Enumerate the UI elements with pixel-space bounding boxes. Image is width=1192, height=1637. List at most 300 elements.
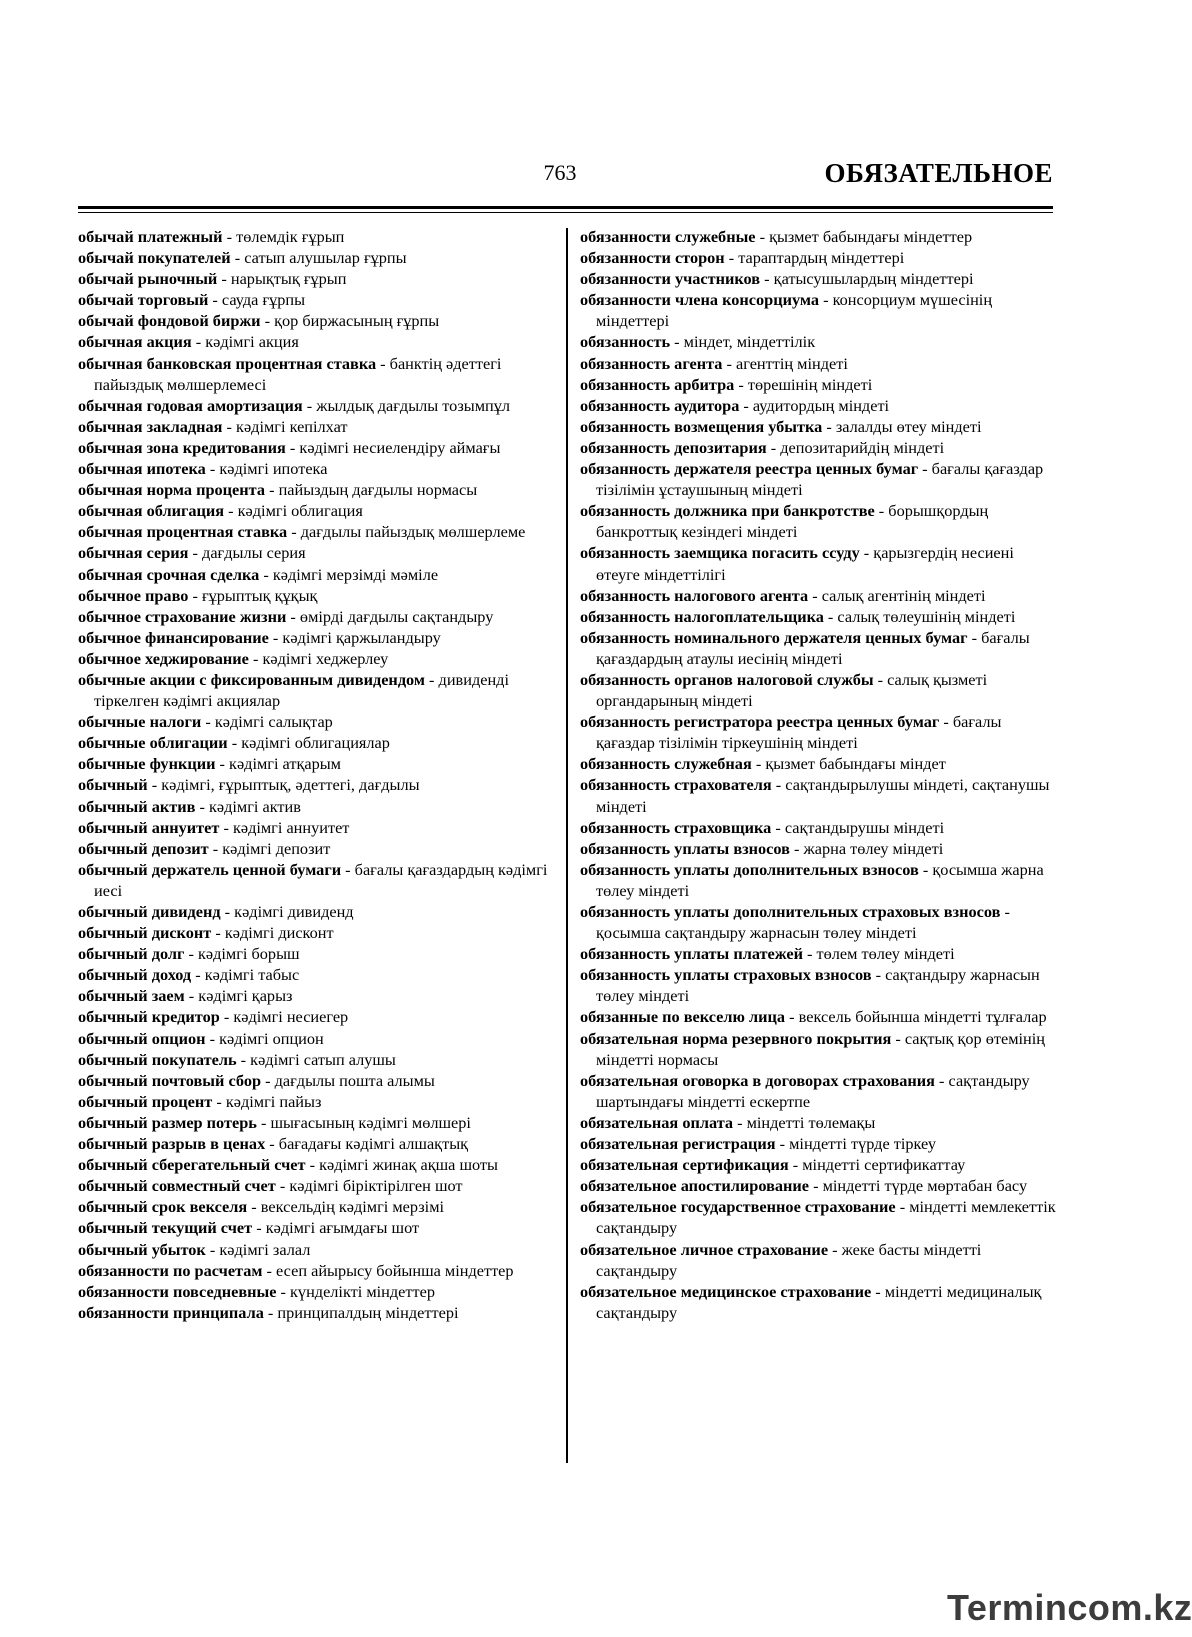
dictionary-entry <box>78 226 554 247</box>
dictionary-entry <box>580 395 1058 416</box>
dictionary-entry <box>78 479 554 500</box>
entry-separator: - <box>227 733 242 753</box>
dictionary-entry <box>580 1239 1058 1281</box>
entry-definition: міндетті түрде мөртабан басу <box>822 1176 1028 1196</box>
entry-definition: шығасының кәдімгі мөлшері <box>270 1112 471 1132</box>
dictionary-entry <box>78 1196 554 1217</box>
dictionary-entry <box>580 458 1058 500</box>
entry-term: обязанность номинального держателя ценных бумаг <box>580 627 968 647</box>
entry-definition: төрешінің міндеті <box>747 374 873 394</box>
entry-term: обязательная норма резервного покрытия <box>580 1028 892 1048</box>
dictionary-entry <box>78 627 554 648</box>
entry-separator: - <box>205 1028 220 1048</box>
dictionary-entry <box>580 1175 1058 1196</box>
entry-definition: кәдімгі актив <box>208 796 301 816</box>
entry-separator: - <box>211 923 225 943</box>
entry-separator: - <box>201 712 215 732</box>
entry-definition: бағалы қағаздар тізілімін тіркеушінің міндеті <box>596 712 1002 753</box>
entry-separator: - <box>147 775 162 795</box>
dictionary-entry <box>78 1006 554 1027</box>
entry-definition: кәдімгі депозит <box>222 838 331 858</box>
entry-definition: міндетті медициналық сақтандыру <box>596 1281 1042 1322</box>
entry-separator: - <box>934 1070 949 1090</box>
entry-term: обязанность арбитра <box>580 374 735 394</box>
dictionary-entry <box>78 331 554 352</box>
entry-term: обязанности служебные <box>580 227 756 246</box>
entry-separator: - <box>205 1239 220 1259</box>
entry-definition: бағадағы кәдімгі алшақтық <box>278 1134 469 1154</box>
entry-term: обязанности принципала <box>78 1302 264 1322</box>
entry-separator: - <box>252 1218 266 1238</box>
entry-separator: - <box>191 332 206 352</box>
entry-term: обычный заем <box>78 986 185 1006</box>
entry-separator: - <box>285 437 300 457</box>
dictionary-entry <box>580 268 1058 289</box>
entry-separator: - <box>184 986 199 1006</box>
entry-term: обычный <box>78 775 148 795</box>
entry-separator: - <box>205 459 220 479</box>
page-number: 763 <box>543 160 577 185</box>
dictionary-entry <box>580 542 1058 584</box>
entry-separator: - <box>219 1007 234 1027</box>
entry-definition: бағалы қағаздар тізілімін ұстаушының міндеті <box>596 459 1044 500</box>
entry-separator: - <box>208 838 223 858</box>
dictionary-entry <box>580 289 1058 331</box>
dictionary-entry <box>580 711 1058 753</box>
entry-term: обязательное личное страхование <box>580 1239 829 1259</box>
dictionary-entry <box>78 585 554 606</box>
dictionary-entry <box>78 732 554 753</box>
entry-definition: міндетті сертификаттау <box>802 1155 966 1175</box>
entry-definition: бағалы қағаздардың атаулы иесінің міндеті <box>596 627 1030 668</box>
dictionary-entry <box>580 1112 1058 1133</box>
entry-definition: есеп айырысу бойынша міндеттер <box>276 1260 514 1280</box>
dictionary-entry <box>78 753 554 774</box>
dictionary-entry <box>78 922 554 943</box>
entry-term: обязанность уплаты платежей <box>580 944 803 964</box>
dictionary-entry <box>580 247 1058 268</box>
entry-definition: сақтандырылушы міндеті, сақтанушы міндеті <box>596 775 1050 816</box>
entry-term: обычная облигация <box>78 501 225 521</box>
entry-definition: кәдімгі атқарым <box>229 754 341 774</box>
entry-term: обычная банковская процентная ставка <box>78 353 377 373</box>
entry-definition: кәдімгі опцион <box>219 1028 324 1048</box>
entry-separator: - <box>188 543 203 563</box>
entry-term: обычный аннуитет <box>78 817 220 837</box>
entry-term: обычная серия <box>78 543 189 563</box>
dictionary-entry <box>580 943 1058 964</box>
entry-separator: - <box>222 227 237 246</box>
dictionary-entry <box>580 585 1058 606</box>
entry-definition: сақтандыру шартындағы міндетті ескертпе <box>596 1070 1030 1111</box>
dictionary-entry <box>78 606 554 627</box>
dictionary-entry <box>78 353 554 395</box>
entry-term: обязанность аудитора <box>580 395 740 415</box>
dictionary-entry <box>78 943 554 964</box>
dictionary-entry <box>580 226 1058 247</box>
entry-definition: дағдылы пошта алымы <box>274 1070 435 1090</box>
entry-separator: - <box>760 269 774 289</box>
entry-separator: - <box>775 1134 790 1154</box>
entry-separator: - <box>286 606 300 626</box>
entry-separator: - <box>823 606 838 626</box>
dictionary-entry <box>78 1028 554 1049</box>
entry-definition: аудитордың міндеті <box>752 395 890 415</box>
dictionary-entry <box>78 1302 554 1323</box>
entry-term: обязательная оговорка в договорах страхования <box>580 1070 935 1090</box>
entry-term: обычная срочная сделка <box>78 564 260 584</box>
entry-separator: - <box>305 1155 320 1175</box>
entry-separator: - <box>734 374 748 394</box>
entry-separator: - <box>191 965 205 985</box>
entry-term: обязанности по расчетам <box>78 1260 263 1280</box>
dictionary-entry <box>580 437 1058 458</box>
entry-separator: - <box>808 585 822 605</box>
entry-definition: сақтандырушы міндеті <box>784 817 945 837</box>
entry-separator: - <box>766 437 781 457</box>
entry-term: обязанность возмещения убытка <box>580 416 823 436</box>
entry-definition: кәдімгі хеджерлеу <box>262 648 389 668</box>
entry-definition: сатып алушылар ғұрпы <box>244 248 407 268</box>
entry-separator: - <box>809 1176 823 1196</box>
entry-term: обычная процентная ставка <box>78 522 288 542</box>
entry-definition: кәдімгі борыш <box>197 944 300 964</box>
entry-definition: кәдімгі жинақ ақша шоты <box>319 1155 498 1175</box>
entry-term: обычная норма процента <box>78 480 265 500</box>
dictionary-entry <box>580 1154 1058 1175</box>
entry-separator: - <box>256 1112 271 1132</box>
dictionary-entry <box>580 774 1058 816</box>
dictionary-entry <box>580 753 1058 774</box>
entry-definition: депозитарийдің міндеті <box>780 437 945 457</box>
entry-definition: кәдімгі кепілхат <box>236 416 348 436</box>
entry-term: обязанность служебная <box>580 754 752 774</box>
dictionary-entry <box>580 331 1058 352</box>
entry-term: обязанность налогоплательщика <box>580 606 824 626</box>
logo-text: Termincom.kz <box>947 1587 1192 1628</box>
entry-separator: - <box>188 585 202 605</box>
entry-definition: тараптардың міндеттері <box>738 248 905 268</box>
entry-term: обычное страхование жизни <box>78 606 287 626</box>
entry-term: обязательная сертификация <box>580 1155 789 1175</box>
entry-definition: сақтандыру жарнасын төлеу міндеті <box>596 965 1040 1006</box>
entry-separator: - <box>819 290 833 310</box>
entry-term: обычные акции с фиксированным дивидендом <box>78 669 425 689</box>
entry-term: обычный опцион <box>78 1028 206 1048</box>
entry-definition: қатысушылардың міндеттері <box>773 269 974 289</box>
entry-definition: ғұрыптық құқық <box>201 585 318 605</box>
entry-separator: - <box>918 859 933 879</box>
entry-separator: - <box>224 501 238 521</box>
dictionary-entry <box>580 1133 1058 1154</box>
entry-term: обычай платежный <box>78 227 223 246</box>
entry-separator: - <box>247 1197 261 1217</box>
entry-term: обязанные по векселю лица <box>580 1007 786 1027</box>
entry-term: обычай фондовой биржи <box>78 311 261 331</box>
entry-term: обязанность уплаты дополнительных страховых взносов <box>580 902 1001 921</box>
entry-definition: консорциум мүшесінің міндеттері <box>596 290 993 331</box>
entry-separator: - <box>802 944 817 964</box>
entry-term: обязательная регистрация <box>580 1134 776 1154</box>
header-rule-thick <box>78 206 1053 209</box>
entry-separator: - <box>268 627 283 647</box>
dictionary-entry <box>78 564 554 585</box>
entry-separator: - <box>287 522 301 542</box>
entry-term: обычный доход <box>78 965 192 985</box>
entry-separator: - <box>275 1176 290 1196</box>
entry-term: обязательное апостилирование <box>580 1176 810 1196</box>
dictionary-entry <box>78 901 554 922</box>
entry-separator: - <box>871 965 886 985</box>
dictionary-entry <box>78 1049 554 1070</box>
entry-separator: - <box>874 501 889 521</box>
entry-definition: нарықтық ғұрып <box>230 269 347 289</box>
dictionary-entry <box>580 606 1058 627</box>
entry-definition: кәдімгі несиелендіру аймағы <box>299 437 501 457</box>
dictionary-entry <box>580 901 1058 943</box>
entry-term: обычный держатель ценной бумаги <box>78 859 342 879</box>
entry-term: обычный процент <box>78 1091 213 1111</box>
left-column <box>78 226 554 1323</box>
entry-term: обычный разрыв в ценах <box>78 1134 266 1154</box>
entry-term: обязанность <box>580 332 671 352</box>
entry-definition: кәдімгі, ғұрыптық, әдеттегі, дағдылы <box>161 775 420 795</box>
entry-definition: залалды өтеу міндеті <box>835 416 982 436</box>
entry-separator: - <box>771 775 786 795</box>
entry-term: обычный размер потерь <box>78 1112 257 1132</box>
entry-definition: кәдімгі акция <box>205 332 299 352</box>
entry-separator: - <box>215 754 230 774</box>
dictionary-entry <box>78 1070 554 1091</box>
entry-term: обычные облигации <box>78 733 228 753</box>
dictionary-entry <box>78 774 554 795</box>
entry-term: обязанность органов налоговой службы <box>580 669 874 689</box>
dictionary-entry <box>78 1175 554 1196</box>
entry-definition: кәдімгі пайыз <box>225 1091 322 1111</box>
entry-definition: өмірді дағдылы сақтандыру <box>299 606 494 626</box>
entry-definition: кәдімгі ипотека <box>219 459 328 479</box>
entry-term: обязательное государственное страхование <box>580 1197 896 1217</box>
entry-definition: төлем төлеу міндеті <box>816 944 955 964</box>
entry-definition: банктің әдеттегі пайыздық мөлшерлемесі <box>94 353 502 394</box>
entry-separator: - <box>262 1260 277 1280</box>
dictionary-entry <box>78 1217 554 1238</box>
column-divider <box>566 228 568 1463</box>
entry-separator: - <box>265 480 279 500</box>
entry-definition: міндетті түрде тіркеу <box>789 1134 937 1154</box>
dictionary-entry <box>580 627 1058 669</box>
entry-separator: - <box>302 395 317 415</box>
entry-separator: - <box>739 395 753 415</box>
entry-definition: принципалдың міндеттері <box>277 1302 459 1322</box>
entry-definition: салық төлеушінің міндеті <box>837 606 1016 626</box>
entry-separator: - <box>376 353 390 373</box>
entry-term: обязанность должника при банкротстве <box>580 501 875 521</box>
entry-term: обычай торговый <box>78 290 209 310</box>
entry-separator: - <box>263 1302 278 1322</box>
entry-term: обычный сберегательный счет <box>78 1155 306 1175</box>
dictionary-entry <box>580 1070 1058 1112</box>
dictionary-entry <box>580 1028 1058 1070</box>
entry-definition: агенттің міндеті <box>736 353 848 373</box>
dictionary-entry <box>580 838 1058 859</box>
entry-definition: жылдық дағдылы тозымпұл <box>316 395 510 415</box>
header-rule-thin <box>78 212 1053 213</box>
entry-definition: дағдылы пайыздық мөлшерлеме <box>300 522 526 542</box>
entry-definition: сақтық қор өтемінің міндетті нормасы <box>596 1028 1045 1069</box>
dictionary-entry <box>580 416 1058 437</box>
entry-term: обычная акция <box>78 332 192 352</box>
entry-separator: - <box>789 838 804 858</box>
entry-term: обычный дисконт <box>78 923 212 943</box>
entry-separator: - <box>424 669 439 689</box>
entry-term: обязательная оплата <box>580 1112 734 1132</box>
entry-definition: дағдылы серия <box>202 543 306 563</box>
dictionary-entry <box>580 500 1058 542</box>
entry-definition: қызмет бабындағы міндеттер <box>769 227 973 246</box>
entry-separator: - <box>724 248 739 268</box>
dictionary-entry <box>78 838 554 859</box>
entry-separator: - <box>788 1155 803 1175</box>
entry-separator: - <box>895 1197 910 1217</box>
entry-definition: қызмет бабындағы міндет <box>765 754 946 774</box>
entry-separator: - <box>670 332 684 352</box>
entry-definition: кәдімгі аннуитет <box>232 817 350 837</box>
entry-separator: - <box>222 416 237 436</box>
entry-term: обычный текущий счет <box>78 1218 253 1238</box>
entry-definition: вексель бойынша міндетті тұлғалар <box>798 1007 1047 1027</box>
entry-separator: - <box>771 817 785 837</box>
entry-separator: - <box>1000 902 1010 921</box>
dictionary-entry <box>78 289 554 310</box>
dictionary-entry <box>78 437 554 458</box>
entry-definition: қосымша сақтандыру жарнасын төлеу міндеті <box>596 923 917 943</box>
entry-definition: пайыздың дағдылы нормасы <box>278 480 478 500</box>
entry-separator: - <box>230 248 245 268</box>
entry-separator: - <box>939 712 953 732</box>
dictionary-entry <box>78 1133 554 1154</box>
entry-separator: - <box>891 1028 905 1048</box>
entry-separator: - <box>967 627 982 647</box>
entry-definition: жеке басты міндетті сақтандыру <box>596 1239 982 1280</box>
entry-term: обычный депозит <box>78 838 209 858</box>
dictionary-entry <box>78 521 554 542</box>
entry-definition: міндет, міндеттілік <box>683 332 816 352</box>
entry-separator: - <box>828 1239 842 1259</box>
entry-term: обязанность налогового агента <box>580 585 809 605</box>
entry-term: обычное право <box>78 585 189 605</box>
entry-definition: кәдімгі дисконт <box>224 923 334 943</box>
dictionary-entry <box>580 964 1058 1006</box>
entry-separator: - <box>261 1070 275 1090</box>
entry-term: обычный почтовый сбор <box>78 1070 262 1090</box>
entry-term: обычный покупатель <box>78 1049 237 1069</box>
entry-separator: - <box>755 227 770 246</box>
entry-term: обязанности члена консорциума <box>580 290 819 310</box>
entry-separator: - <box>217 269 231 289</box>
dictionary-entry <box>78 310 554 331</box>
dictionary-entry <box>580 353 1058 374</box>
entry-term: обязанность уплаты страховых взносов <box>580 965 872 985</box>
entry-term: обязанность уплаты дополнительных взносов <box>580 859 919 879</box>
entry-term: обязанности повседневные <box>78 1281 277 1301</box>
dictionary-entry <box>580 817 1058 838</box>
entry-separator: - <box>276 1281 291 1301</box>
entry-term: обязанность держателя реестра ценных бумаг <box>580 459 919 479</box>
entry-term: обычное хеджирование <box>78 648 249 668</box>
entry-definition: қарызгердің несиені өтеуге міндеттілігі <box>596 543 1014 584</box>
dictionary-entry <box>78 395 554 416</box>
entry-definition: салық агентінің міндеті <box>821 585 986 605</box>
entry-term: обязательное медицинское страхование <box>580 1281 872 1301</box>
entry-term: обычный кредитор <box>78 1007 220 1027</box>
termincom-logo <box>947 1585 1192 1635</box>
entry-definition: кәдімгі салықтар <box>214 712 333 732</box>
entry-separator: - <box>259 564 273 584</box>
entry-term: обычные налоги <box>78 712 202 732</box>
entry-term: обычный убыток <box>78 1239 206 1259</box>
entry-definition: кәдімгі ағымдағы шот <box>265 1218 420 1238</box>
entry-separator: - <box>248 648 263 668</box>
entry-definition: борышқордың банкроттық кезіндегі міндеті <box>596 501 989 542</box>
entry-separator: - <box>751 754 766 774</box>
entry-term: обычная годовая амортизация <box>78 395 303 415</box>
entry-definition: қосымша жарна төлеу міндеті <box>596 859 1044 900</box>
entry-term: обязанности участников <box>580 269 761 289</box>
entry-definition: күнделікті міндеттер <box>290 1281 435 1301</box>
entry-definition: кәдімгі мерзімді мәміле <box>272 564 439 584</box>
entry-term: обычай покупателей <box>78 248 231 268</box>
entry-term: обычный актив <box>78 796 196 816</box>
dictionary-entry <box>78 1281 554 1302</box>
entry-separator: - <box>341 859 355 879</box>
entry-definition: вексельдің кәдімгі мерзімі <box>260 1197 445 1217</box>
dictionary-entry <box>78 268 554 289</box>
entry-term: обязанность уплаты взносов <box>580 838 790 858</box>
entry-separator: - <box>785 1007 799 1027</box>
entry-term: обязанность страховщика <box>580 817 772 837</box>
dictionary-entry <box>580 1196 1058 1238</box>
entry-separator: - <box>859 543 874 563</box>
entry-definition: кәдімгі дивиденд <box>234 902 354 921</box>
entry-separator: - <box>918 459 932 479</box>
entry-definition: бағалы қағаздардың кәдімгі иесі <box>94 859 548 900</box>
entry-separator: - <box>733 1112 747 1132</box>
entry-term: обычная закладная <box>78 416 223 436</box>
entry-definition: кәдімгі облигациялар <box>241 733 390 753</box>
dictionary-entry <box>78 1260 554 1281</box>
entry-separator: - <box>212 1091 226 1111</box>
entry-separator: - <box>722 353 736 373</box>
entry-separator: - <box>822 416 836 436</box>
entry-definition: кәдімгі несиегер <box>233 1007 349 1027</box>
dictionary-entry <box>78 796 554 817</box>
dictionary-entry <box>580 859 1058 901</box>
dictionary-entry <box>78 985 554 1006</box>
dictionary-entry <box>580 374 1058 395</box>
entry-definition: міндетті мемлекеттік сақтандыру <box>596 1197 1056 1238</box>
entry-separator: - <box>220 902 235 921</box>
entry-term: обычная зона кредитования <box>78 437 286 457</box>
dictionary-entry <box>78 1112 554 1133</box>
dictionary-entry <box>78 711 554 732</box>
dictionary-entry <box>580 669 1058 711</box>
dictionary-entry <box>580 1281 1058 1323</box>
entry-term: обязанность депозитария <box>580 437 767 457</box>
dictionary-entry <box>78 817 554 838</box>
entry-term: обычный долг <box>78 944 185 964</box>
entry-separator: - <box>195 796 209 816</box>
